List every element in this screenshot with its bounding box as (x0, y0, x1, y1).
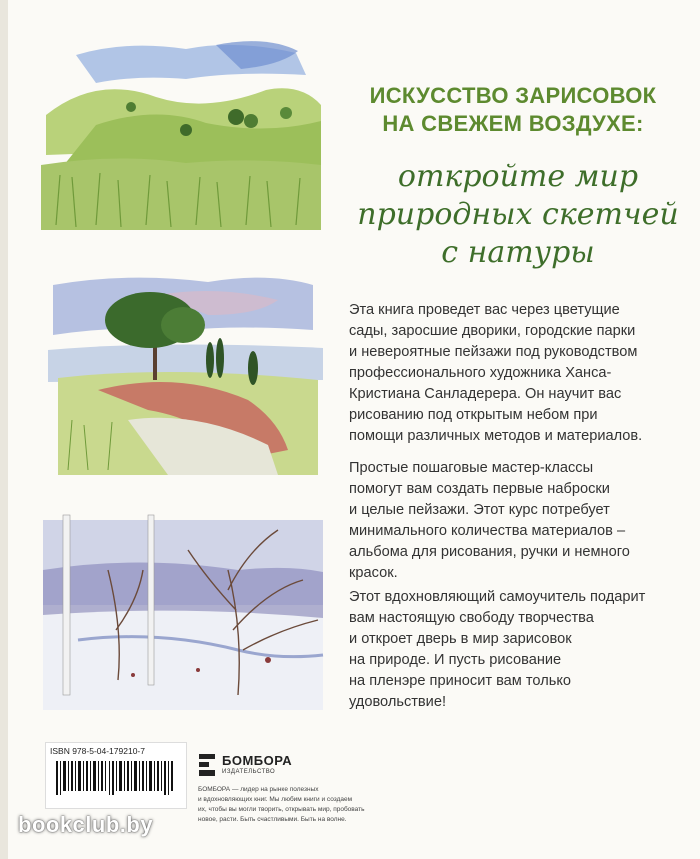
subtitle-line-2: природных скетчей (357, 197, 679, 232)
isbn-barcode-box (45, 742, 187, 809)
publisher-logo (198, 750, 328, 780)
publisher-note: БОМБОРА — лидер на рынке полезных и вдохновляющих книг. Мы любим книги и создаем их, чтобы вы могли творить, открывать мир, пробовать новое, расти. Быть счастливыми. Быть на волне. (198, 786, 365, 823)
subtitle-line-3: с натуры (441, 235, 595, 270)
sketch-hills-illustration (36, 35, 326, 230)
description-paragraph-2: Простые пошаговые мастер-классы помогут вам создать первые наброски и целые пейзажи. Этот курс потребует минимального количества материалов – альбома для рисования, ручки и немного красок. (349, 460, 630, 581)
title-line-2: НА СВЕЖЕМ ВОЗДУХЕ: (382, 111, 644, 136)
description-paragraph-1: Эта книга проведет вас через цветущие сады, заросшие дворики, городские парки и невероятные пейзажи под руководством профессионального художника Ханса- Кристиана Санладерера. Он научит вас рисованию под открытым небом при помощи различных методов и материалов. (349, 302, 643, 444)
book-title (338, 82, 688, 138)
publisher-subtitle: ИЗДАТЕЛЬСТВО (222, 769, 276, 775)
bombora-logo-icon (198, 752, 216, 778)
barcode-graphic (54, 761, 178, 795)
sketch-trees-illustration (38, 270, 323, 475)
title-line-1: ИСКУССТВО ЗАРИСОВОК (369, 83, 657, 108)
publisher-name: БОМБОРА (222, 753, 293, 768)
sketch-winter-illustration (38, 510, 328, 710)
isbn-number: ISBN 978-5-04-179210-7 (50, 746, 145, 756)
book-subtitle (348, 158, 688, 272)
subtitle-line-1: откройте мир (397, 159, 639, 194)
site-watermark: bookclub.by (18, 812, 154, 837)
description-paragraph-3: Этот вдохновляющий самоучитель подарит вам настоящую свободу творчества и откроет дверь в мир зарисовок на природе. И пусть рисование на пленэре приносит вам только удовольствие! (349, 589, 646, 710)
